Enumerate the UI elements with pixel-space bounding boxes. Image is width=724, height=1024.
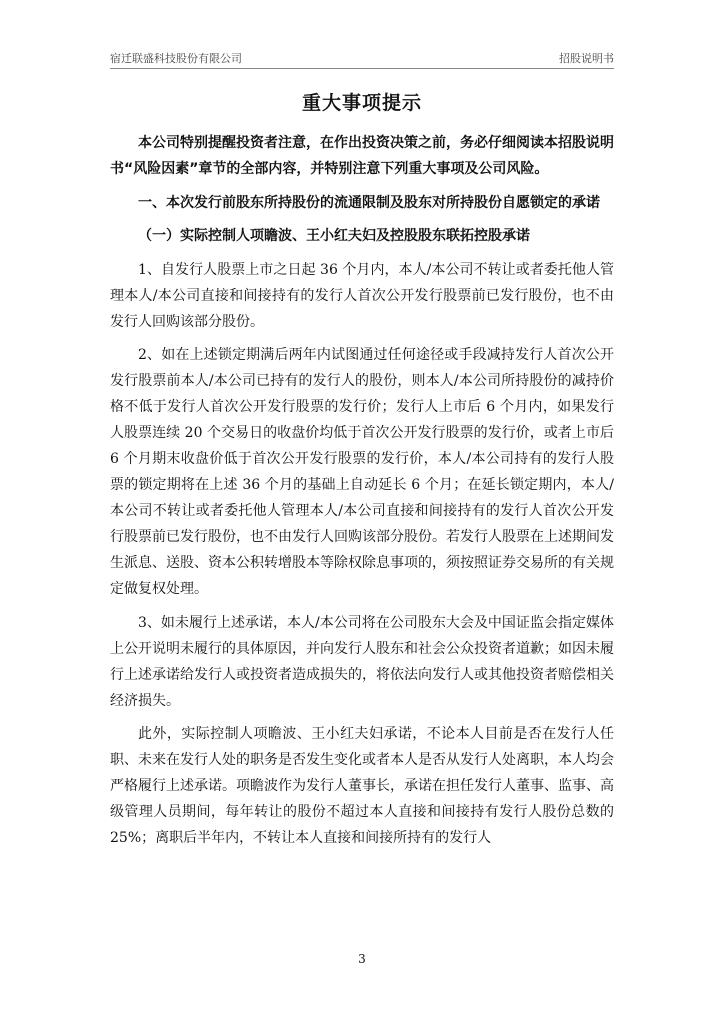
document-body — [110, 130, 614, 859]
page-header — [110, 50, 614, 66]
intro-paragraph: 本公司特别提醒投资者注意，在作出投资决策之前，务必仔细阅读本招股说明书“风险因素”章节的全部内容，并特别注意下列重大事项及公司风险。 — [110, 135, 614, 177]
clause-3-paragraph: 3、如未履行上述承诺，本人/本公司将在公司股东大会及中国证监会指定媒体上公开说明未履行的具体原因，并向发行人股东和社会公众投资者道歉；如因未履行上述承诺给发行人或投资者造成损失的，将依法向发行人或其他投资者赔偿相关经济损失。 — [110, 614, 614, 709]
additional-commitment-paragraph: 此外，实际控制人项瞻波、王小红夫妇承诺，不论本人目前是否在发行人任职、未来在发行人处的职务是否发生变化或者本人是否从发行人处离职，本人均会严格履行上述承诺。项瞻波作为发行人董事长，承诺在担任发行人董事、监事、高级管理人员期间，每年转让的股份不超过本人直接和间接持有发行人股份总数的 25%；离职后半年内，不转让本人直接和间接所持有的发行人 — [110, 726, 614, 846]
section-title: 重大事项提示 — [301, 92, 422, 114]
header-doc-type: 招股说明书 — [559, 52, 614, 65]
section-heading: 一、本次发行前股东所持股份的流通限制及股东对所持股份自愿锁定的承诺 — [138, 194, 600, 211]
clause-2-paragraph: 2、如在上述锁定期满后两年内试图通过任何途径或手段减持发行人首次公开发行股票前本人/本公司已持有的发行人的股份，则本人/本公司所持股份的减持价格不低于发行人首次公开发行股票的发行价；发行人上市后 6 个月内，如果发行人股票连续 20 个交易日的收盘价均低于首次公开发行股票的发行价，或者上市后 6 个月期末收盘价低于首次公开发行股票的发行价，本人/本公司持有的发行人股票的锁定期将在上述 36 个月的基础上自动延长 6 个月；在延长锁定期内，本人/本公司不转让或者委托他人管理本人/本公司直接和间接持有的发行人首次公开发行股票前已发行股份，也不由发行人回购该部分股份。若发行人股票在上述期间发生派息、送股、资本公积转增股本等除权除息事项的，须按照证券交易所的有关规定做复权处理。 — [110, 347, 614, 597]
clause-1-paragraph: 1、自发行人股票上市之日起 36 个月内，本人/本公司不转让或者委托他人管理本人/本公司直接和间接持有的发行人首次公开发行股票前已发行股份，也不由发行人回购该部分股份。 — [110, 261, 614, 330]
subsection-heading: （一）实际控制人项瞻波、王小红夫妇及控股股东联拓控股承诺 — [138, 228, 530, 244]
page-number: 3 — [358, 952, 366, 966]
header-divider — [110, 68, 614, 69]
header-company: 宿迁联盛科技股份有限公司 — [110, 52, 242, 65]
